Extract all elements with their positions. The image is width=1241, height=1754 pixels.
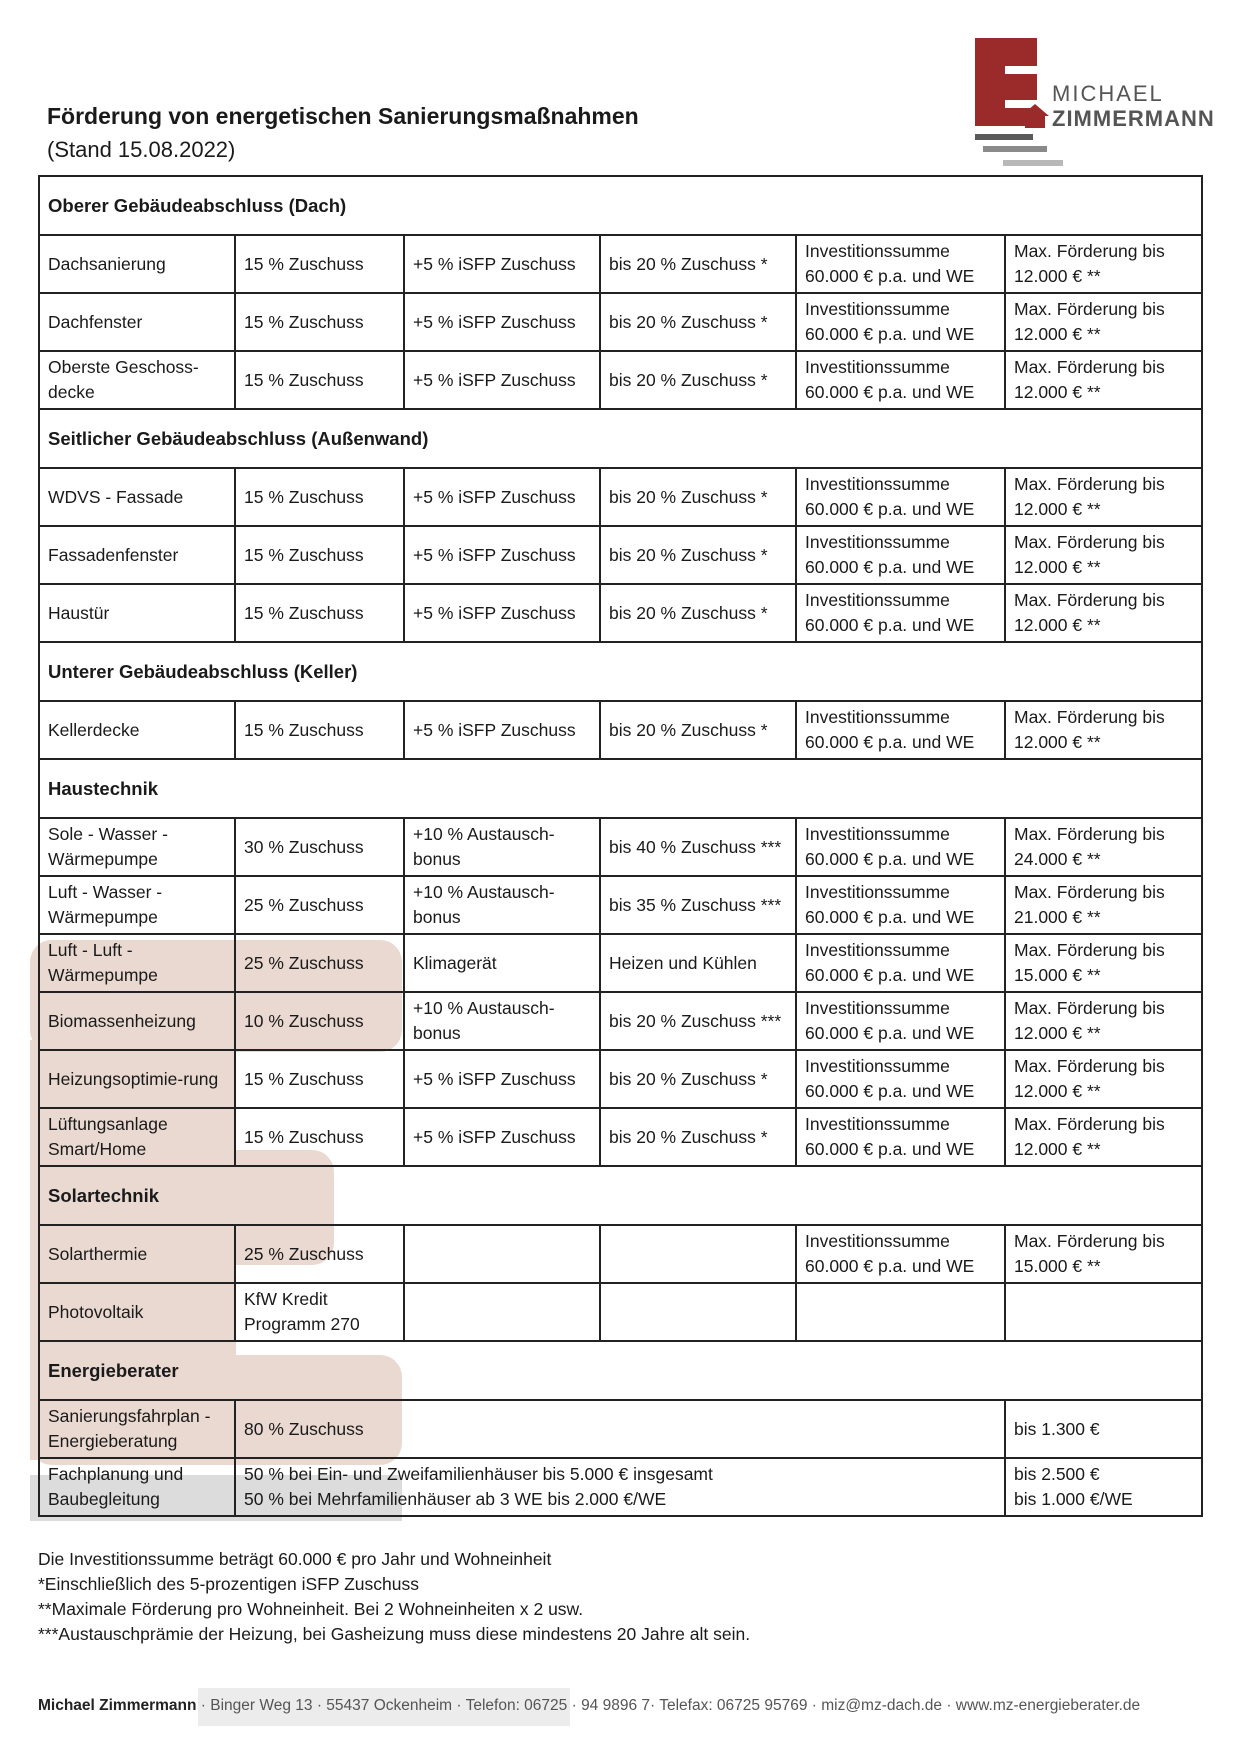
cell-bonus: +10 % Austausch-bonus <box>404 876 600 934</box>
cell-bonus: +10 % Austausch-bonus <box>404 818 600 876</box>
cell-base-grant: 15 % Zuschuss <box>235 526 404 584</box>
cell-total: bis 20 % Zuschuss *** <box>600 992 796 1050</box>
cell-measure: Dachfenster <box>39 293 235 351</box>
cell-max-funding: bis 1.300 € <box>1005 1400 1202 1458</box>
cell-total: bis 20 % Zuschuss * <box>600 468 796 526</box>
cell-base-grant: 15 % Zuschuss <box>235 584 404 642</box>
cell-measure: Dachsanierung <box>39 235 235 293</box>
cell-total: bis 20 % Zuschuss * <box>600 584 796 642</box>
table-row <box>39 1108 1202 1166</box>
max-line-1: bis 2.500 € <box>1014 1464 1100 1484</box>
section-title: Solartechnik <box>39 1166 1202 1225</box>
cell-total <box>600 1225 796 1283</box>
table-row <box>39 351 1202 409</box>
footnote-invest: Die Investitionssumme beträgt 60.000 € pro Jahr und Wohneinheit <box>38 1549 552 1569</box>
footer-details: · Binger Weg 13 · 55437 Ockenheim · Telefon: 06725 · 94 9896 7· Telefax: 06725 95769 · miz@mz-dach.de · www.mz-energieberater.de <box>196 1697 1141 1714</box>
cell-base-grant: 15 % Zuschuss <box>235 235 404 293</box>
section-title: Unterer Gebäudeabschluss (Keller) <box>39 642 1202 701</box>
cell-max-funding: Max. Förderung bis 15.000 € ** <box>1005 1225 1202 1283</box>
table-row <box>39 235 1202 293</box>
cell-measure: Kellerdecke <box>39 701 235 759</box>
cell-base-grant: 10 % Zuschuss <box>235 992 404 1050</box>
cell-measure: Heizungsoptimie-rung <box>39 1050 235 1108</box>
table-row <box>39 1283 1202 1341</box>
cell-base-grant: 15 % Zuschuss <box>235 1108 404 1166</box>
cell-measure: Lüftungsanlage Smart/Home <box>39 1108 235 1166</box>
cell-measure: Biomassenheizung <box>39 992 235 1050</box>
cell-base-grant: 15 % Zuschuss <box>235 351 404 409</box>
cell-measure: Haustür <box>39 584 235 642</box>
cell-bonus <box>404 1283 600 1341</box>
footnotes <box>38 1547 750 1647</box>
logo-bar-1 <box>975 134 1033 140</box>
cell-max-funding: Max. Förderung bis 12.000 € ** <box>1005 351 1202 409</box>
cell-measure: Sanierungsfahrplan - Energieberatung <box>39 1400 235 1458</box>
cell-investment: Investitionssumme 60.000 € p.a. und WE <box>796 526 1005 584</box>
cell-base-grant: 80 % Zuschuss <box>235 1400 1005 1458</box>
funding-table <box>38 175 1203 1517</box>
section-header-row <box>39 759 1202 818</box>
table-row <box>39 293 1202 351</box>
cell-max-funding: Max. Förderung bis 12.000 € ** <box>1005 992 1202 1050</box>
cell-measure: Fassadenfenster <box>39 526 235 584</box>
cell-investment: Investitionssumme 60.000 € p.a. und WE <box>796 1050 1005 1108</box>
cell-total: bis 20 % Zuschuss * <box>600 526 796 584</box>
table-row <box>39 1050 1202 1108</box>
cell-max-funding <box>1005 1283 1202 1341</box>
cell-measure: Luft - Wasser - Wärmepumpe <box>39 876 235 934</box>
cell-max-funding: Max. Förderung bis 21.000 € ** <box>1005 876 1202 934</box>
table-row <box>39 1458 1202 1516</box>
cell-investment: Investitionssumme 60.000 € p.a. und WE <box>796 351 1005 409</box>
logo-line1: MICHAEL <box>1052 81 1164 106</box>
cell-base-grant <box>235 1458 1005 1516</box>
cell-measure: Solarthermie <box>39 1225 235 1283</box>
logo-bar-2 <box>983 146 1047 152</box>
table-row <box>39 1225 1202 1283</box>
cell-base-grant: 15 % Zuschuss <box>235 468 404 526</box>
cell-total: bis 20 % Zuschuss * <box>600 1050 796 1108</box>
cell-bonus: +5 % iSFP Zuschuss <box>404 293 600 351</box>
cell-investment: Investitionssumme 60.000 € p.a. und WE <box>796 818 1005 876</box>
cell-bonus: +5 % iSFP Zuschuss <box>404 1050 600 1108</box>
cell-total: bis 20 % Zuschuss * <box>600 351 796 409</box>
section-title: Haustechnik <box>39 759 1202 818</box>
cell-measure: Sole - Wasser - Wärmepumpe <box>39 818 235 876</box>
table-row <box>39 701 1202 759</box>
section-title: Seitlicher Gebäudeabschluss (Außenwand) <box>39 409 1202 468</box>
cell-bonus: Klimagerät <box>404 934 600 992</box>
table-row <box>39 818 1202 876</box>
cell-max-funding: Max. Förderung bis 24.000 € ** <box>1005 818 1202 876</box>
logo-house-icon <box>1021 104 1049 128</box>
cell-bonus: +5 % iSFP Zuschuss <box>404 351 600 409</box>
cell-max-funding: Max. Förderung bis 12.000 € ** <box>1005 701 1202 759</box>
table-row <box>39 468 1202 526</box>
table-row <box>39 876 1202 934</box>
cell-bonus: +5 % iSFP Zuschuss <box>404 584 600 642</box>
cell-total <box>600 1283 796 1341</box>
cell-base-grant: 30 % Zuschuss <box>235 818 404 876</box>
section-header-row <box>39 642 1202 701</box>
cell-bonus: +5 % iSFP Zuschuss <box>404 468 600 526</box>
cell-max-funding: Max. Förderung bis 12.000 € ** <box>1005 235 1202 293</box>
section-header-row <box>39 409 1202 468</box>
cell-investment: Investitionssumme 60.000 € p.a. und WE <box>796 1108 1005 1166</box>
cell-max-funding: Max. Förderung bis 12.000 € ** <box>1005 1050 1202 1108</box>
section-header-row <box>39 1166 1202 1225</box>
cell-measure: Fachplanung und Baubegleitung <box>39 1458 235 1516</box>
cell-measure: Photovoltaik <box>39 1283 235 1341</box>
value-line-1: 50 % bei Ein- und Zweifamilienhäuser bis 5.000 € insgesamt <box>244 1464 713 1484</box>
cell-base-grant: 25 % Zuschuss <box>235 876 404 934</box>
cell-total: bis 20 % Zuschuss * <box>600 235 796 293</box>
cell-total: bis 40 % Zuschuss *** <box>600 818 796 876</box>
max-line-2: bis 1.000 €/WE <box>1014 1489 1133 1509</box>
table-row <box>39 584 1202 642</box>
cell-bonus: +5 % iSFP Zuschuss <box>404 1108 600 1166</box>
cell-max-funding: Max. Förderung bis 15.000 € ** <box>1005 934 1202 992</box>
footnote-star3: ***Austauschprämie der Heizung, bei Gasheizung muss diese mindestens 20 Jahre alt sein. <box>38 1624 751 1644</box>
cell-bonus <box>404 1225 600 1283</box>
cell-base-grant: 15 % Zuschuss <box>235 701 404 759</box>
cell-max-funding: Max. Förderung bis 12.000 € ** <box>1005 468 1202 526</box>
page-title: Förderung von energetischen Sanierungsmaßnahmen <box>47 103 639 129</box>
footnote-star2: **Maximale Förderung pro Wohneinheit. Bei 2 Wohneinheiten x 2 usw. <box>38 1599 584 1619</box>
cell-base-grant: KfW Kredit Programm 270 <box>235 1283 404 1341</box>
page-footer <box>38 1697 1140 1715</box>
cell-measure: Oberste Geschoss-decke <box>39 351 235 409</box>
cell-total: bis 20 % Zuschuss * <box>600 701 796 759</box>
cell-base-grant: 15 % Zuschuss <box>235 293 404 351</box>
page-subtitle: (Stand 15.08.2022) <box>47 137 236 162</box>
section-header-row <box>39 176 1202 235</box>
cell-investment: Investitionssumme 60.000 € p.a. und WE <box>796 876 1005 934</box>
cell-bonus: +10 % Austausch-bonus <box>404 992 600 1050</box>
cell-investment: Investitionssumme 60.000 € p.a. und WE <box>796 293 1005 351</box>
cell-base-grant: 25 % Zuschuss <box>235 1225 404 1283</box>
cell-max-funding: Max. Förderung bis 12.000 € ** <box>1005 1108 1202 1166</box>
cell-investment: Investitionssumme 60.000 € p.a. und WE <box>796 584 1005 642</box>
table-row <box>39 526 1202 584</box>
cell-bonus: +5 % iSFP Zuschuss <box>404 235 600 293</box>
cell-total: bis 20 % Zuschuss * <box>600 1108 796 1166</box>
cell-base-grant: 15 % Zuschuss <box>235 1050 404 1108</box>
table-row <box>39 992 1202 1050</box>
cell-investment: Investitionssumme 60.000 € p.a. und WE <box>796 1225 1005 1283</box>
section-title: Oberer Gebäudeabschluss (Dach) <box>39 176 1202 235</box>
cell-measure: WDVS - Fassade <box>39 468 235 526</box>
cell-investment: Investitionssumme 60.000 € p.a. und WE <box>796 235 1005 293</box>
section-title: Energieberater <box>39 1341 1202 1400</box>
cell-investment: Investitionssumme 60.000 € p.a. und WE <box>796 701 1005 759</box>
cell-total: Heizen und Kühlen <box>600 934 796 992</box>
cell-total: bis 35 % Zuschuss *** <box>600 876 796 934</box>
cell-bonus: +5 % iSFP Zuschuss <box>404 701 600 759</box>
cell-max-funding: Max. Förderung bis 12.000 € ** <box>1005 293 1202 351</box>
cell-investment <box>796 1283 1005 1341</box>
cell-base-grant: 25 % Zuschuss <box>235 934 404 992</box>
cell-investment: Investitionssumme 60.000 € p.a. und WE <box>796 468 1005 526</box>
cell-max-funding <box>1005 1458 1202 1516</box>
table-row <box>39 934 1202 992</box>
cell-max-funding: Max. Förderung bis 12.000 € ** <box>1005 584 1202 642</box>
cell-max-funding: Max. Förderung bis 12.000 € ** <box>1005 526 1202 584</box>
cell-investment: Investitionssumme 60.000 € p.a. und WE <box>796 934 1005 992</box>
logo-bar-3 <box>1003 160 1063 166</box>
footnote-star1: *Einschließlich des 5-prozentigen iSFP Zuschuss <box>38 1574 419 1594</box>
cell-bonus: +5 % iSFP Zuschuss <box>404 526 600 584</box>
section-header-row <box>39 1341 1202 1400</box>
footer-name: Michael Zimmermann <box>38 1697 197 1714</box>
cell-investment: Investitionssumme 60.000 € p.a. und WE <box>796 992 1005 1050</box>
cell-total: bis 20 % Zuschuss * <box>600 293 796 351</box>
cell-measure: Luft - Luft - Wärmepumpe <box>39 934 235 992</box>
value-line-2: 50 % bei Mehrfamilienhäuser ab 3 WE bis 2.000 €/WE <box>244 1489 667 1509</box>
table-row <box>39 1400 1202 1458</box>
logo-line2: ZIMMERMANN <box>1052 106 1215 131</box>
